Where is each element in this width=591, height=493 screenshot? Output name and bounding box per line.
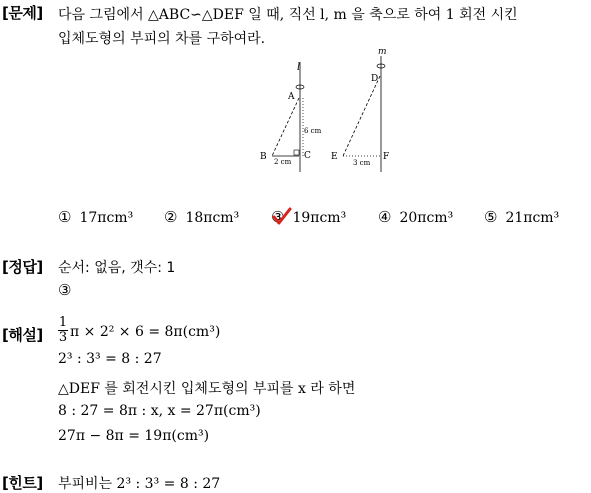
solution-line-1: π × 2² × 6 = 8π(cm³) xyxy=(70,324,221,340)
solution-line-2: 2³ : 3³ = 8 : 27 xyxy=(58,351,162,367)
label-base-2cm: 2 cm xyxy=(274,158,292,166)
option-3-text: 19πcm³ xyxy=(292,210,347,226)
option-5[interactable] xyxy=(484,208,559,226)
hint-text: 부피비는 2³ : 3³ = 8 : 27 xyxy=(58,476,221,492)
option-1[interactable] xyxy=(58,208,133,226)
option-5-text: 21πcm³ xyxy=(505,210,560,226)
label-f: F xyxy=(383,152,390,162)
label-b: B xyxy=(260,152,267,162)
problem-tag: [문제] xyxy=(2,4,43,22)
option-2[interactable] xyxy=(164,208,239,226)
option-2-text: 18πcm³ xyxy=(185,210,240,226)
option-2-number: ② xyxy=(164,208,178,226)
side-de xyxy=(343,76,380,156)
label-axis-m: m xyxy=(378,47,387,57)
label-base-3cm: 3 cm xyxy=(353,159,371,167)
option-1-text: 17πcm³ xyxy=(79,210,134,226)
option-3-number: ③ xyxy=(271,208,285,226)
option-4[interactable] xyxy=(378,208,453,226)
side-ab xyxy=(272,98,299,156)
label-axis-l: l xyxy=(297,62,301,73)
label-a: A xyxy=(288,92,295,102)
fraction-denominator: 3 xyxy=(58,330,68,345)
label-e: E xyxy=(331,152,338,162)
solution-line-5: 27π − 8π = 19π(cm³) xyxy=(58,428,210,444)
hint-tag: [힌트] xyxy=(2,474,43,492)
right-angle-mark-c xyxy=(294,150,299,155)
answer-tag: [정답] xyxy=(2,258,43,276)
label-c: C xyxy=(304,151,311,161)
option-4-text: 20πcm³ xyxy=(399,210,454,226)
problem-text-line-1: 다음 그림에서 △ABC∽△DEF 일 때, 직선 l, m 을 축으로 하여 1 회전 시킨 xyxy=(58,7,518,23)
label-d: D xyxy=(371,74,379,84)
solution-line-4: 8 : 27 = 8π : x, x = 27π(cm³) xyxy=(58,403,261,419)
option-4-number: ④ xyxy=(378,208,392,226)
answer-value: ③ xyxy=(58,281,72,299)
check-mark-icon xyxy=(272,206,292,226)
answer-meta: 순서: 없음, 갯수: 1 xyxy=(58,260,176,276)
problem-text-line-2: 입체도형의 부피의 차를 구하여라. xyxy=(58,31,266,47)
fraction-one-third xyxy=(58,316,68,345)
option-5-number: ⑤ xyxy=(484,208,498,226)
fraction-numerator: 1 xyxy=(58,315,68,330)
label-height-6cm: 6 cm xyxy=(304,127,322,135)
solution-line-3: △DEF 를 회전시킨 입체도형의 부피를 x 라 하면 xyxy=(58,381,356,397)
option-1-number: ① xyxy=(58,208,72,226)
similar-triangles-figure xyxy=(255,46,405,176)
solution-tag: [해설] xyxy=(2,326,43,344)
